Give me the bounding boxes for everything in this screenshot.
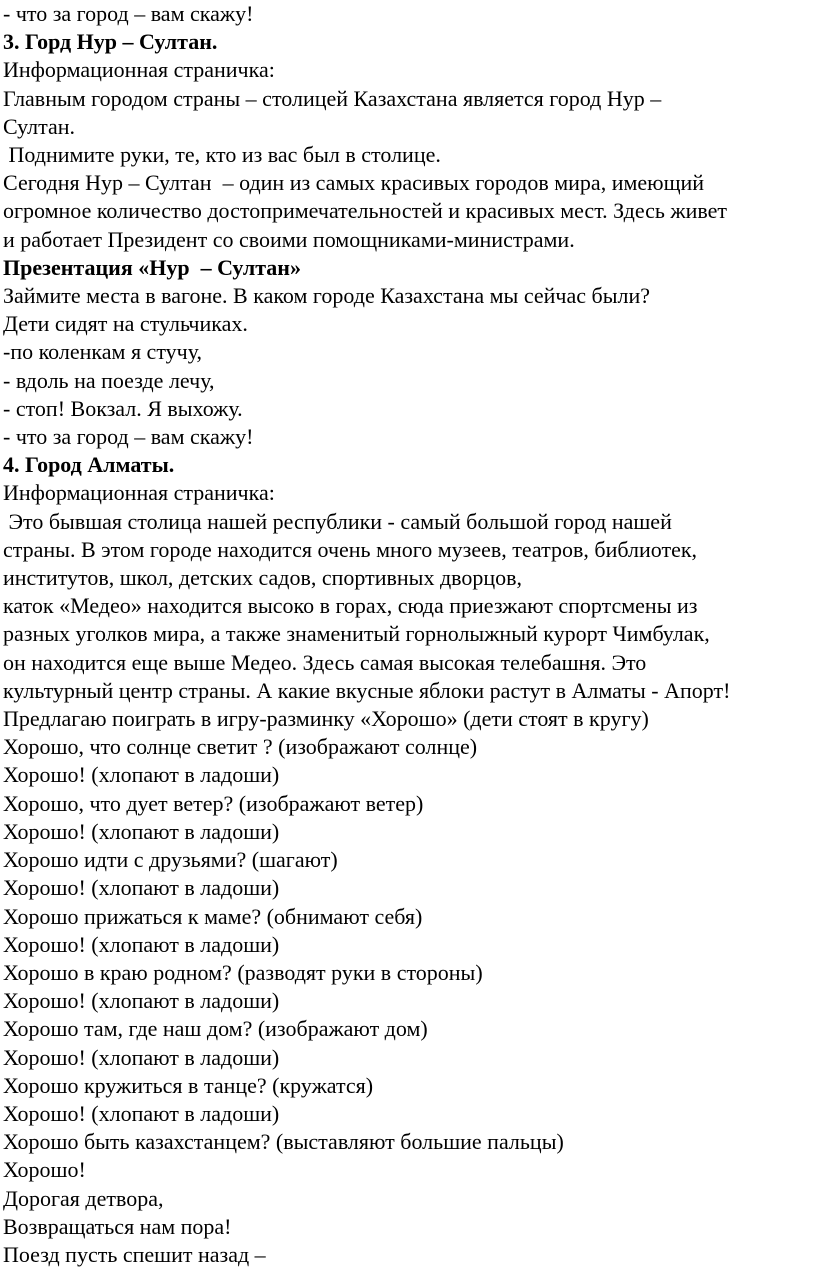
text-line: Хорошо кружиться в танце? (кружатся) bbox=[3, 1072, 374, 1098]
text-line: - стоп! Вокзал. Я выхожу. bbox=[3, 395, 243, 421]
text-line: Предлагаю поиграть в игру-разминку «Хорошо» (дети стоят в кругу) bbox=[3, 706, 649, 732]
presentation-heading: Презентация «Нур – Султан» bbox=[3, 254, 301, 280]
section-heading-nur-sultan: 3. Горд Нур – Султан. bbox=[3, 29, 218, 55]
text-line: Хорошо! (хлопают в ладоши) bbox=[3, 931, 280, 957]
text-line: Займите места в вагоне. В каком городе Казахстана мы сейчас были? bbox=[3, 283, 650, 309]
text-line: -по коленкам я стучу, bbox=[3, 339, 203, 365]
text-line: Хорошо, что дует ветер? (изображают ветер) bbox=[3, 790, 424, 816]
text-line: Возвращаться нам пора! bbox=[3, 1213, 232, 1239]
section-heading-almaty: 4. Город Алматы. bbox=[3, 452, 175, 478]
text-line: Хорошо в краю родном? (разводят руки в стороны) bbox=[3, 959, 483, 985]
text-line: культурный центр страны. А какие вкусные яблоки растут в Алматы - Апорт! bbox=[3, 677, 731, 703]
text-line: Сегодня Нур – Султан – один из самых красивых городов мира, имеющий bbox=[3, 170, 705, 196]
text-line: Хорошо! (хлопают в ладоши) bbox=[3, 988, 280, 1014]
text-line: Дети сидят на стульчиках. bbox=[3, 311, 248, 337]
text-line: Хорошо! (хлопают в ладоши) bbox=[3, 818, 280, 844]
text-line: - что за город – вам скажу! bbox=[3, 1, 254, 26]
text-line: Хорошо! (хлопают в ладоши) bbox=[3, 1044, 280, 1070]
text-line: и работает Президент со своими помощниками-министрами. bbox=[3, 226, 575, 252]
text-line: огромное количество достопримечательностей и красивых мест. Здесь живет bbox=[3, 198, 728, 224]
text-line: разных уголков мира, а также знаменитый горнолыжный курорт Чимбулак, bbox=[3, 621, 710, 647]
text-line: Поднимите руки, те, кто из вас был в столице. bbox=[3, 142, 441, 168]
text-line: страны. В этом городе находится очень много музеев, театров, библиотек, bbox=[3, 536, 698, 562]
text-line: Хорошо там, где наш дом? (изображают дом) bbox=[3, 1016, 428, 1042]
text-line: Хорошо! bbox=[3, 1157, 86, 1183]
text-line: Хорошо быть казахстанцем? (выставляют большие пальцы) bbox=[3, 1129, 564, 1155]
text-line: институтов, школ, детских садов, спортивных дворцов, bbox=[3, 565, 523, 591]
text-line: Хорошо, что солнце светит ? (изображают солнце) bbox=[3, 734, 478, 760]
text-line: Информационная страничка: bbox=[3, 480, 275, 506]
text-line: Поезд пусть спешит назад – bbox=[3, 1241, 266, 1267]
text-line: Это бывшая столица нашей республики - самый большой город нашей bbox=[3, 508, 672, 534]
text-line: Дорогая детвора, bbox=[3, 1185, 164, 1211]
text-line: Хорошо! (хлопают в ладоши) bbox=[3, 875, 280, 901]
text-line: каток «Медео» находится высоко в горах, сюда приезжают спортсмены из bbox=[3, 593, 698, 619]
text-line: Хорошо! (хлопают в ладоши) bbox=[3, 762, 280, 788]
text-line: Главным городом страны – столицей Казахстана является город Нур – bbox=[3, 85, 662, 111]
text-line: Султан. bbox=[3, 113, 76, 139]
text-line: Хорошо прижаться к маме? (обнимают себя) bbox=[3, 903, 423, 929]
text-line: Информационная страничка: bbox=[3, 57, 275, 83]
text-line: он находится еще выше Медео. Здесь самая высокая телебашня. Это bbox=[3, 649, 647, 675]
text-line: Хорошо идти с друзьями? (шагают) bbox=[3, 847, 338, 873]
text-line: - вдоль на поезде лечу, bbox=[3, 367, 215, 393]
text-line: Хорошо! (хлопают в ладоши) bbox=[3, 1100, 280, 1126]
text-line: - что за город – вам скажу! bbox=[3, 424, 254, 450]
